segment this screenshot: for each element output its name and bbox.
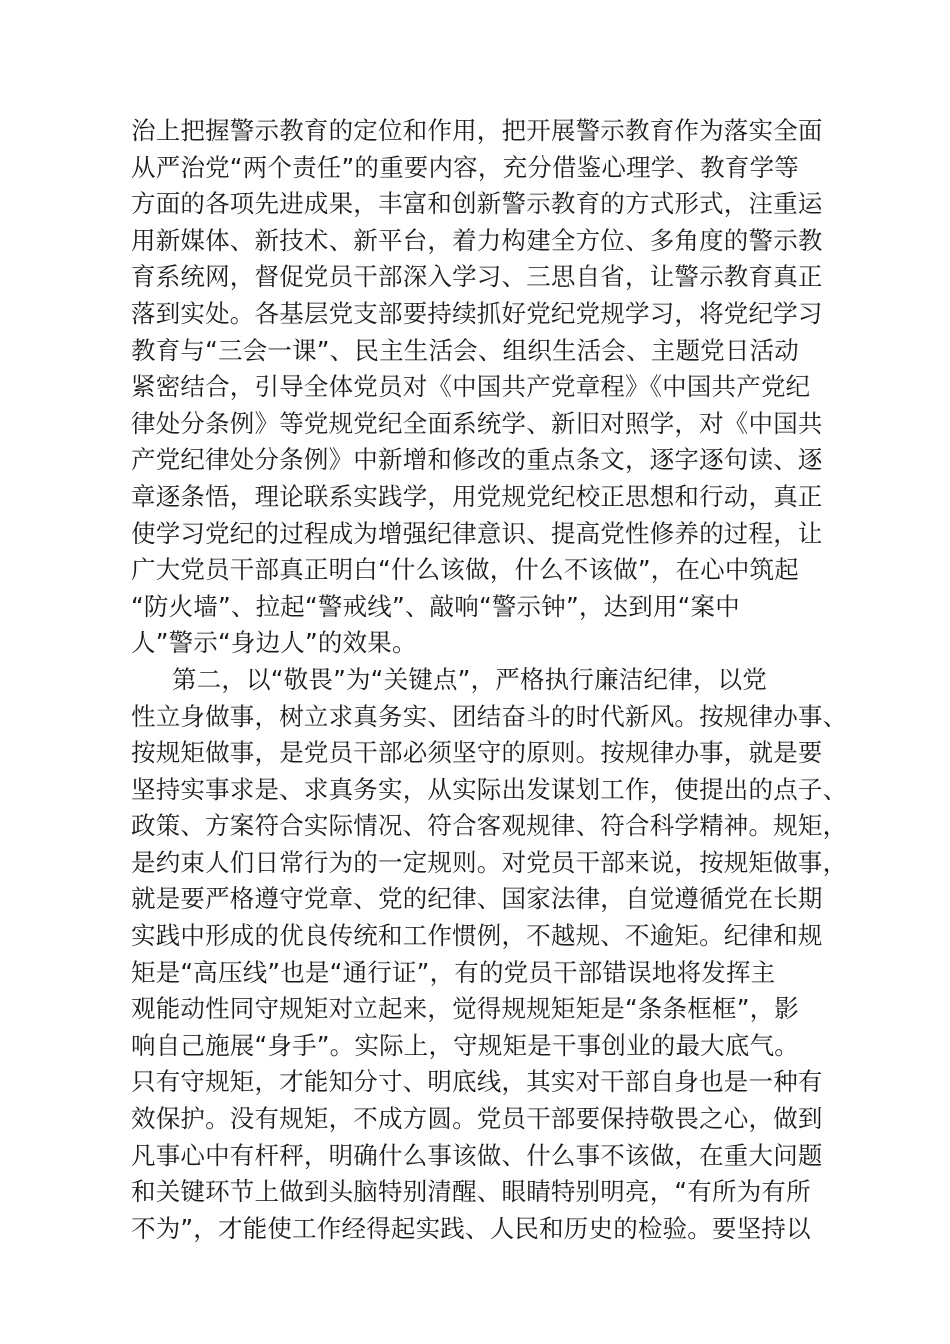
text-line: 产党纪律处分条例》中新增和修改的重点条文，逐字逐句读、逐	[131, 445, 823, 475]
text-line: “防火墙”、拉起“警戒线”、敲响“警示钟”，达到用“案中	[131, 591, 740, 621]
text-line: 按规矩做事，是党员干部必须坚守的原则。按规律办事，就是要	[131, 738, 823, 768]
text-line: 广大党员干部真正明白“什么该做，什么不该做”，在心中筑起	[131, 555, 799, 585]
text-line: 效保护。没有规矩，不成方圆。党员干部要保持敬畏之心，做到	[131, 1104, 823, 1134]
text-line: 用新媒体、新技术、新平台，着力构建全方位、多角度的警示教	[131, 225, 823, 255]
text-line: 紧密结合，引导全体党员对《中国共产党章程》《中国共产党纪	[131, 372, 811, 402]
text-line: 只有守规矩，才能知分寸、明底线，其实对干部自身也是一种有	[131, 1067, 823, 1097]
text-line: 坚持实事求是、求真务实，从实际出发谋划工作，使提出的点子、	[131, 774, 848, 804]
text-line: 性立身做事，树立求真务实、团结奋斗的时代新风。按规律办事、	[131, 701, 848, 731]
text-line: 落到实处。各基层党支部要持续抓好党纪党规学习，将党纪学习	[131, 298, 823, 328]
text-line: 凡事心中有杆秤，明确什么事该做、什么事不该做，在重大问题	[131, 1140, 823, 1170]
text-line: 政策、方案符合实际情况、符合客观规律、符合科学精神。规矩，	[131, 811, 848, 841]
text-line: 不为”，才能使工作经得起实践、人民和历史的检验。要坚持以	[131, 1213, 811, 1243]
paragraph-start-line: 第二，以“敬畏”为“关键点”，严格执行廉洁纪律，以党	[172, 664, 767, 694]
text-line: 实践中形成的优良传统和工作惯例，不越规、不逾矩。纪律和规	[131, 921, 823, 951]
text-line: 育系统网，督促党员干部深入学习、三思自省，让警示教育真正	[131, 262, 823, 292]
text-line: 人”警示“身边人”的效果。	[131, 628, 417, 658]
body-text	[131, 113, 861, 1247]
text-line: 律处分条例》等党规党纪全面系统学、新旧对照学，对《中国共	[131, 408, 823, 438]
text-line: 和关键环节上做到头脑特别清醒、眼睛特别明亮，“有所为有所	[131, 1177, 811, 1207]
text-line: 方面的各项先进成果，丰富和创新警示教育的方式形式，注重运	[131, 189, 823, 219]
text-line: 治上把握警示教育的定位和作用，把开展警示教育作为落实全面	[131, 116, 823, 145]
text-line: 教育与“三会一课”、民主生活会、组织生活会、主题党日活动	[131, 335, 799, 365]
text-line: 矩是“高压线”也是“通行证”，有的党员干部错误地将发挥主	[131, 957, 776, 987]
text-line: 使学习党纪的过程成为增强纪律意识、提高党性修养的过程，让	[131, 518, 823, 548]
text-line: 是约束人们日常行为的一定规则。对党员干部来说，按规矩做事，	[131, 847, 848, 877]
text-line: 章逐条悟，理论联系实践学，用党规党纪校正思想和行动，真正	[131, 481, 823, 511]
text-line: 就是要严格遵守党章、党的纪律、国家法律，自觉遵循党在长期	[131, 884, 823, 914]
text-line: 观能动性同守规矩对立起来，觉得规规矩矩是“条条框框”，影	[131, 994, 799, 1024]
text-line: 响自己施展“身手”。实际上，守规矩是干事创业的最大底气。	[131, 1030, 799, 1060]
text-line: 从严治党“两个责任”的重要内容，充分借鉴心理学、教育学等	[131, 152, 799, 182]
